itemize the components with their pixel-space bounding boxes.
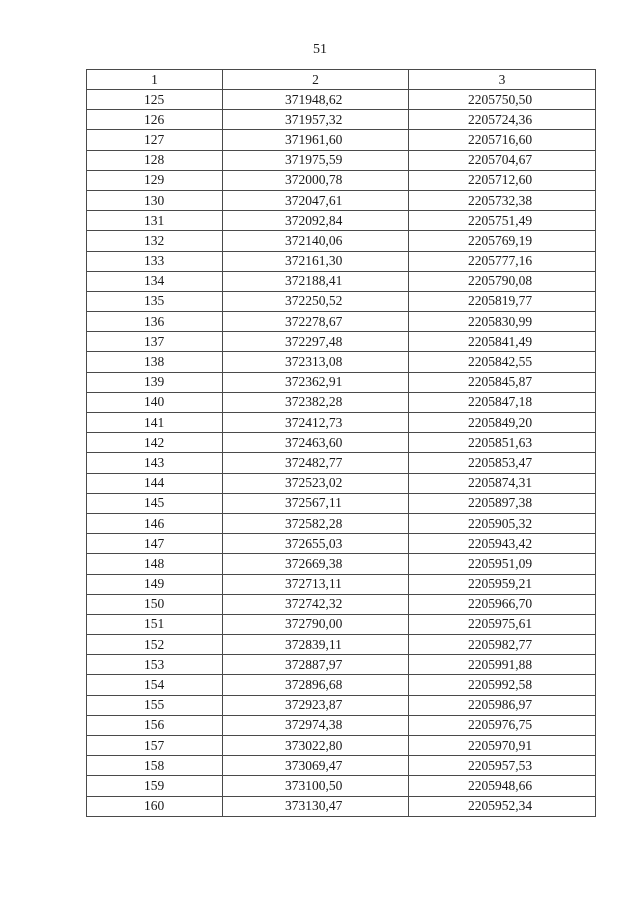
point-number-cell: 153 (87, 655, 223, 675)
point-number-cell: 159 (87, 776, 223, 796)
point-number-cell: 152 (87, 635, 223, 655)
x-coordinate-cell: 372482,77 (223, 453, 409, 473)
table-row (87, 675, 596, 695)
x-coordinate-cell: 372382,28 (223, 392, 409, 412)
point-number-cell: 145 (87, 493, 223, 513)
point-number-cell: 148 (87, 554, 223, 574)
point-number-cell: 125 (87, 90, 223, 110)
y-coordinate-cell: 2205847,18 (409, 392, 596, 412)
y-coordinate-cell: 2205777,16 (409, 251, 596, 271)
y-coordinate-cell: 2205959,21 (409, 574, 596, 594)
point-number-cell: 141 (87, 413, 223, 433)
y-coordinate-cell: 2205849,20 (409, 413, 596, 433)
point-number-cell: 128 (87, 150, 223, 170)
y-coordinate-cell: 2205943,42 (409, 534, 596, 554)
table-header (87, 70, 596, 90)
coordinates-table (86, 69, 596, 817)
table-row (87, 715, 596, 735)
point-number-cell: 149 (87, 574, 223, 594)
y-coordinate-cell: 2205986,97 (409, 695, 596, 715)
point-number-cell: 130 (87, 190, 223, 210)
x-coordinate-cell: 372887,97 (223, 655, 409, 675)
x-coordinate-cell: 372161,30 (223, 251, 409, 271)
y-coordinate-cell: 2205750,50 (409, 90, 596, 110)
x-coordinate-cell: 373022,80 (223, 736, 409, 756)
x-coordinate-cell: 372669,38 (223, 554, 409, 574)
x-coordinate-cell: 372313,08 (223, 352, 409, 372)
y-coordinate-cell: 2205712,60 (409, 170, 596, 190)
table-row (87, 372, 596, 392)
x-coordinate-cell: 372567,11 (223, 493, 409, 513)
y-coordinate-cell: 2205841,49 (409, 332, 596, 352)
x-coordinate-cell: 372092,84 (223, 211, 409, 231)
y-coordinate-cell: 2205819,77 (409, 291, 596, 311)
point-number-cell: 150 (87, 594, 223, 614)
y-coordinate-cell: 2205976,75 (409, 715, 596, 735)
y-coordinate-cell: 2205952,34 (409, 796, 596, 816)
y-coordinate-cell: 2205948,66 (409, 776, 596, 796)
x-coordinate-cell: 372250,52 (223, 291, 409, 311)
y-coordinate-cell: 2205704,67 (409, 150, 596, 170)
table-row (87, 635, 596, 655)
y-coordinate-cell: 2205845,87 (409, 372, 596, 392)
table-row (87, 170, 596, 190)
point-number-cell: 140 (87, 392, 223, 412)
point-number-cell: 142 (87, 433, 223, 453)
point-number-cell: 133 (87, 251, 223, 271)
x-coordinate-cell: 372047,61 (223, 190, 409, 210)
x-coordinate-cell: 373130,47 (223, 796, 409, 816)
column-header-y-coordinate: 3 (409, 70, 596, 90)
y-coordinate-cell: 2205769,19 (409, 231, 596, 251)
x-coordinate-cell: 372974,38 (223, 715, 409, 735)
y-coordinate-cell: 2205982,77 (409, 635, 596, 655)
point-number-cell: 160 (87, 796, 223, 816)
y-coordinate-cell: 2205957,53 (409, 756, 596, 776)
x-coordinate-cell: 371975,59 (223, 150, 409, 170)
x-coordinate-cell: 372896,68 (223, 675, 409, 695)
table-row (87, 190, 596, 210)
y-coordinate-cell: 2205992,58 (409, 675, 596, 695)
y-coordinate-cell: 2205716,60 (409, 130, 596, 150)
x-coordinate-cell: 372000,78 (223, 170, 409, 190)
x-coordinate-cell: 372297,48 (223, 332, 409, 352)
y-coordinate-cell: 2205970,91 (409, 736, 596, 756)
point-number-cell: 143 (87, 453, 223, 473)
table-row (87, 291, 596, 311)
point-number-cell: 136 (87, 312, 223, 332)
point-number-cell: 138 (87, 352, 223, 372)
table-row (87, 150, 596, 170)
y-coordinate-cell: 2205830,99 (409, 312, 596, 332)
y-coordinate-cell: 2205724,36 (409, 110, 596, 130)
point-number-cell: 154 (87, 675, 223, 695)
table-row (87, 534, 596, 554)
point-number-cell: 129 (87, 170, 223, 190)
table-row (87, 513, 596, 533)
y-coordinate-cell: 2205874,31 (409, 473, 596, 493)
point-number-cell: 127 (87, 130, 223, 150)
point-number-cell: 147 (87, 534, 223, 554)
table-row (87, 352, 596, 372)
x-coordinate-cell: 372742,32 (223, 594, 409, 614)
x-coordinate-cell: 372463,60 (223, 433, 409, 453)
y-coordinate-cell: 2205732,38 (409, 190, 596, 210)
table-row (87, 271, 596, 291)
table-row (87, 312, 596, 332)
x-coordinate-cell: 372188,41 (223, 271, 409, 291)
x-coordinate-cell: 371948,62 (223, 90, 409, 110)
point-number-cell: 139 (87, 372, 223, 392)
table-row (87, 473, 596, 493)
table-row (87, 756, 596, 776)
table-row (87, 211, 596, 231)
point-number-cell: 146 (87, 513, 223, 533)
point-number-cell: 157 (87, 736, 223, 756)
y-coordinate-cell: 2205851,63 (409, 433, 596, 453)
x-coordinate-cell: 372412,73 (223, 413, 409, 433)
y-coordinate-cell: 2205842,55 (409, 352, 596, 372)
x-coordinate-cell: 372839,11 (223, 635, 409, 655)
x-coordinate-cell: 372140,06 (223, 231, 409, 251)
point-number-cell: 137 (87, 332, 223, 352)
point-number-cell: 134 (87, 271, 223, 291)
table-row (87, 554, 596, 574)
table-row (87, 614, 596, 634)
table-row (87, 594, 596, 614)
x-coordinate-cell: 372278,67 (223, 312, 409, 332)
table-row (87, 736, 596, 756)
table-row (87, 130, 596, 150)
page-number: 51 (313, 42, 327, 57)
table-row (87, 392, 596, 412)
point-number-cell: 158 (87, 756, 223, 776)
x-coordinate-cell: 371961,60 (223, 130, 409, 150)
y-coordinate-cell: 2205991,88 (409, 655, 596, 675)
x-coordinate-cell: 372582,28 (223, 513, 409, 533)
point-number-cell: 151 (87, 614, 223, 634)
column-header-x-coordinate: 2 (223, 70, 409, 90)
table-row (87, 433, 596, 453)
table-row (87, 493, 596, 513)
table-row (87, 413, 596, 433)
table-row (87, 574, 596, 594)
table-row (87, 655, 596, 675)
table-row (87, 231, 596, 251)
y-coordinate-cell: 2205905,32 (409, 513, 596, 533)
point-number-cell: 132 (87, 231, 223, 251)
point-number-cell: 131 (87, 211, 223, 231)
point-number-cell: 144 (87, 473, 223, 493)
table-row (87, 251, 596, 271)
x-coordinate-cell: 372790,00 (223, 614, 409, 634)
table-row (87, 776, 596, 796)
x-coordinate-cell: 372523,02 (223, 473, 409, 493)
x-coordinate-cell: 371957,32 (223, 110, 409, 130)
point-number-cell: 135 (87, 291, 223, 311)
table-body (87, 90, 596, 817)
table-row (87, 695, 596, 715)
table-row (87, 796, 596, 816)
point-number-cell: 155 (87, 695, 223, 715)
y-coordinate-cell: 2205975,61 (409, 614, 596, 634)
y-coordinate-cell: 2205966,70 (409, 594, 596, 614)
x-coordinate-cell: 373100,50 (223, 776, 409, 796)
table-row (87, 453, 596, 473)
x-coordinate-cell: 372362,91 (223, 372, 409, 392)
point-number-cell: 126 (87, 110, 223, 130)
y-coordinate-cell: 2205951,09 (409, 554, 596, 574)
table-row (87, 332, 596, 352)
y-coordinate-cell: 2205751,49 (409, 211, 596, 231)
table-row (87, 90, 596, 110)
x-coordinate-cell: 372713,11 (223, 574, 409, 594)
x-coordinate-cell: 372655,03 (223, 534, 409, 554)
y-coordinate-cell: 2205897,38 (409, 493, 596, 513)
x-coordinate-cell: 372923,87 (223, 695, 409, 715)
y-coordinate-cell: 2205853,47 (409, 453, 596, 473)
point-number-cell: 156 (87, 715, 223, 735)
y-coordinate-cell: 2205790,08 (409, 271, 596, 291)
x-coordinate-cell: 373069,47 (223, 756, 409, 776)
column-header-point-number: 1 (87, 70, 223, 90)
header-row (87, 70, 596, 90)
table-row (87, 110, 596, 130)
